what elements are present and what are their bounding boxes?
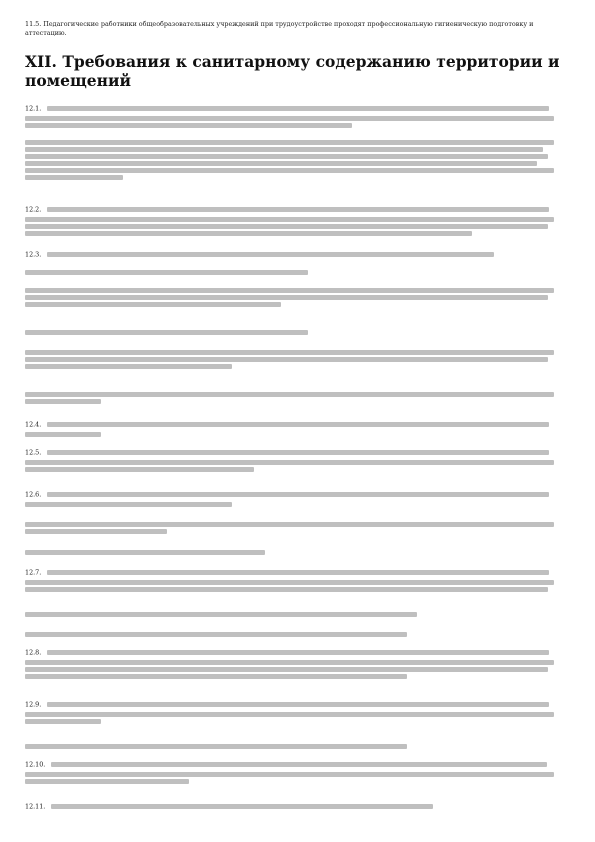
paragraph-number: 12.7.: [25, 568, 42, 577]
text-placeholder: [25, 147, 543, 152]
paragraph-12-9: [25, 700, 570, 730]
text-placeholder: [25, 288, 554, 293]
paragraph-12-3: [25, 250, 570, 260]
paragraph-disinfection: [25, 348, 570, 378]
text-placeholder: [25, 168, 554, 173]
section-heading: XII. Требования к санитарному содержанию территории и помещений: [25, 52, 560, 90]
paragraph-number: 12.6.: [25, 490, 42, 499]
paragraph-ventilation: [25, 548, 570, 558]
text-placeholder: [25, 295, 548, 300]
paragraph-number: 12.9.: [25, 700, 42, 709]
text-placeholder: [25, 175, 123, 180]
text-placeholder: [47, 422, 548, 427]
paragraph-solutions: [25, 390, 570, 410]
text-placeholder: [47, 702, 548, 707]
paragraph-12-10: [25, 760, 570, 790]
text-placeholder: [51, 804, 433, 809]
text-placeholder: [25, 231, 472, 236]
text-placeholder: [25, 632, 407, 637]
paragraph-12-8: [25, 648, 570, 688]
paragraph-12-2: [25, 205, 570, 245]
paragraph-bedding: [25, 610, 570, 620]
paragraph-number: 12.2.: [25, 205, 42, 214]
paragraph-number: 12.3.: [25, 250, 42, 259]
paragraph-number: 12.11.: [25, 802, 46, 811]
text-placeholder: [25, 357, 548, 362]
text-placeholder: [25, 154, 548, 159]
intro-text: 11.5. Педагогические работники общеобразовательных учреждений при трудоустройстве проходят профессиональную гигиеническую подготовку и аттестацию.: [25, 20, 534, 37]
text-placeholder: [47, 492, 548, 497]
text-placeholder: [25, 432, 101, 437]
text-placeholder: [25, 467, 254, 472]
intro-paragraph: [25, 20, 570, 38]
text-placeholder: [25, 270, 308, 275]
text-placeholder: [25, 399, 101, 404]
text-placeholder: [25, 350, 554, 355]
paragraph-single-use: [25, 742, 570, 752]
paragraph-number: 12.8.: [25, 648, 42, 657]
paragraph-12-5: [25, 448, 570, 478]
text-placeholder: [25, 123, 352, 128]
paragraph-general-cleaning: [25, 520, 570, 540]
text-placeholder: [47, 570, 548, 575]
paragraph-12-1: [25, 104, 570, 132]
paragraph-12-6: [25, 490, 570, 510]
paragraph-garbage: [25, 138, 570, 194]
text-placeholder: [25, 217, 554, 222]
text-placeholder: [25, 779, 189, 784]
paragraph-12-11: [25, 802, 570, 812]
paragraph-boarding-cleaning: [25, 328, 570, 338]
text-placeholder: [47, 106, 548, 111]
text-placeholder: [51, 762, 547, 767]
paragraph-number: 12.5.: [25, 448, 42, 457]
text-placeholder: [25, 744, 407, 749]
paragraph-12-7: [25, 568, 570, 598]
text-placeholder: [25, 772, 554, 777]
text-placeholder: [25, 302, 281, 307]
text-placeholder: [25, 502, 232, 507]
text-placeholder: [25, 580, 554, 585]
text-placeholder: [47, 450, 548, 455]
text-placeholder: [25, 612, 417, 617]
paragraph-12-4: [25, 420, 570, 440]
paragraph-classrooms: [25, 286, 570, 316]
paragraph-toilet-supplies: [25, 630, 570, 640]
text-placeholder: [25, 660, 554, 665]
text-placeholder: [25, 712, 554, 717]
text-placeholder: [25, 460, 554, 465]
text-placeholder: [25, 674, 407, 679]
text-placeholder: [25, 667, 548, 672]
paragraph-number: 12.1.: [25, 104, 42, 113]
text-placeholder: [25, 364, 232, 369]
paragraph-number: 12.10.: [25, 760, 46, 769]
text-placeholder: [25, 719, 101, 724]
text-placeholder: [25, 392, 554, 397]
text-placeholder: [47, 650, 548, 655]
text-placeholder: [47, 207, 548, 212]
text-placeholder: [25, 587, 548, 592]
text-placeholder: [25, 140, 554, 145]
text-placeholder: [25, 161, 537, 166]
text-placeholder: [25, 529, 167, 534]
paragraph-number: 12.4.: [25, 420, 42, 429]
text-placeholder: [25, 116, 554, 121]
text-placeholder: [25, 330, 308, 335]
text-placeholder: [47, 252, 494, 257]
text-placeholder: [25, 550, 265, 555]
paragraph-toilets: [25, 268, 570, 278]
text-placeholder: [25, 224, 548, 229]
text-placeholder: [25, 522, 554, 527]
